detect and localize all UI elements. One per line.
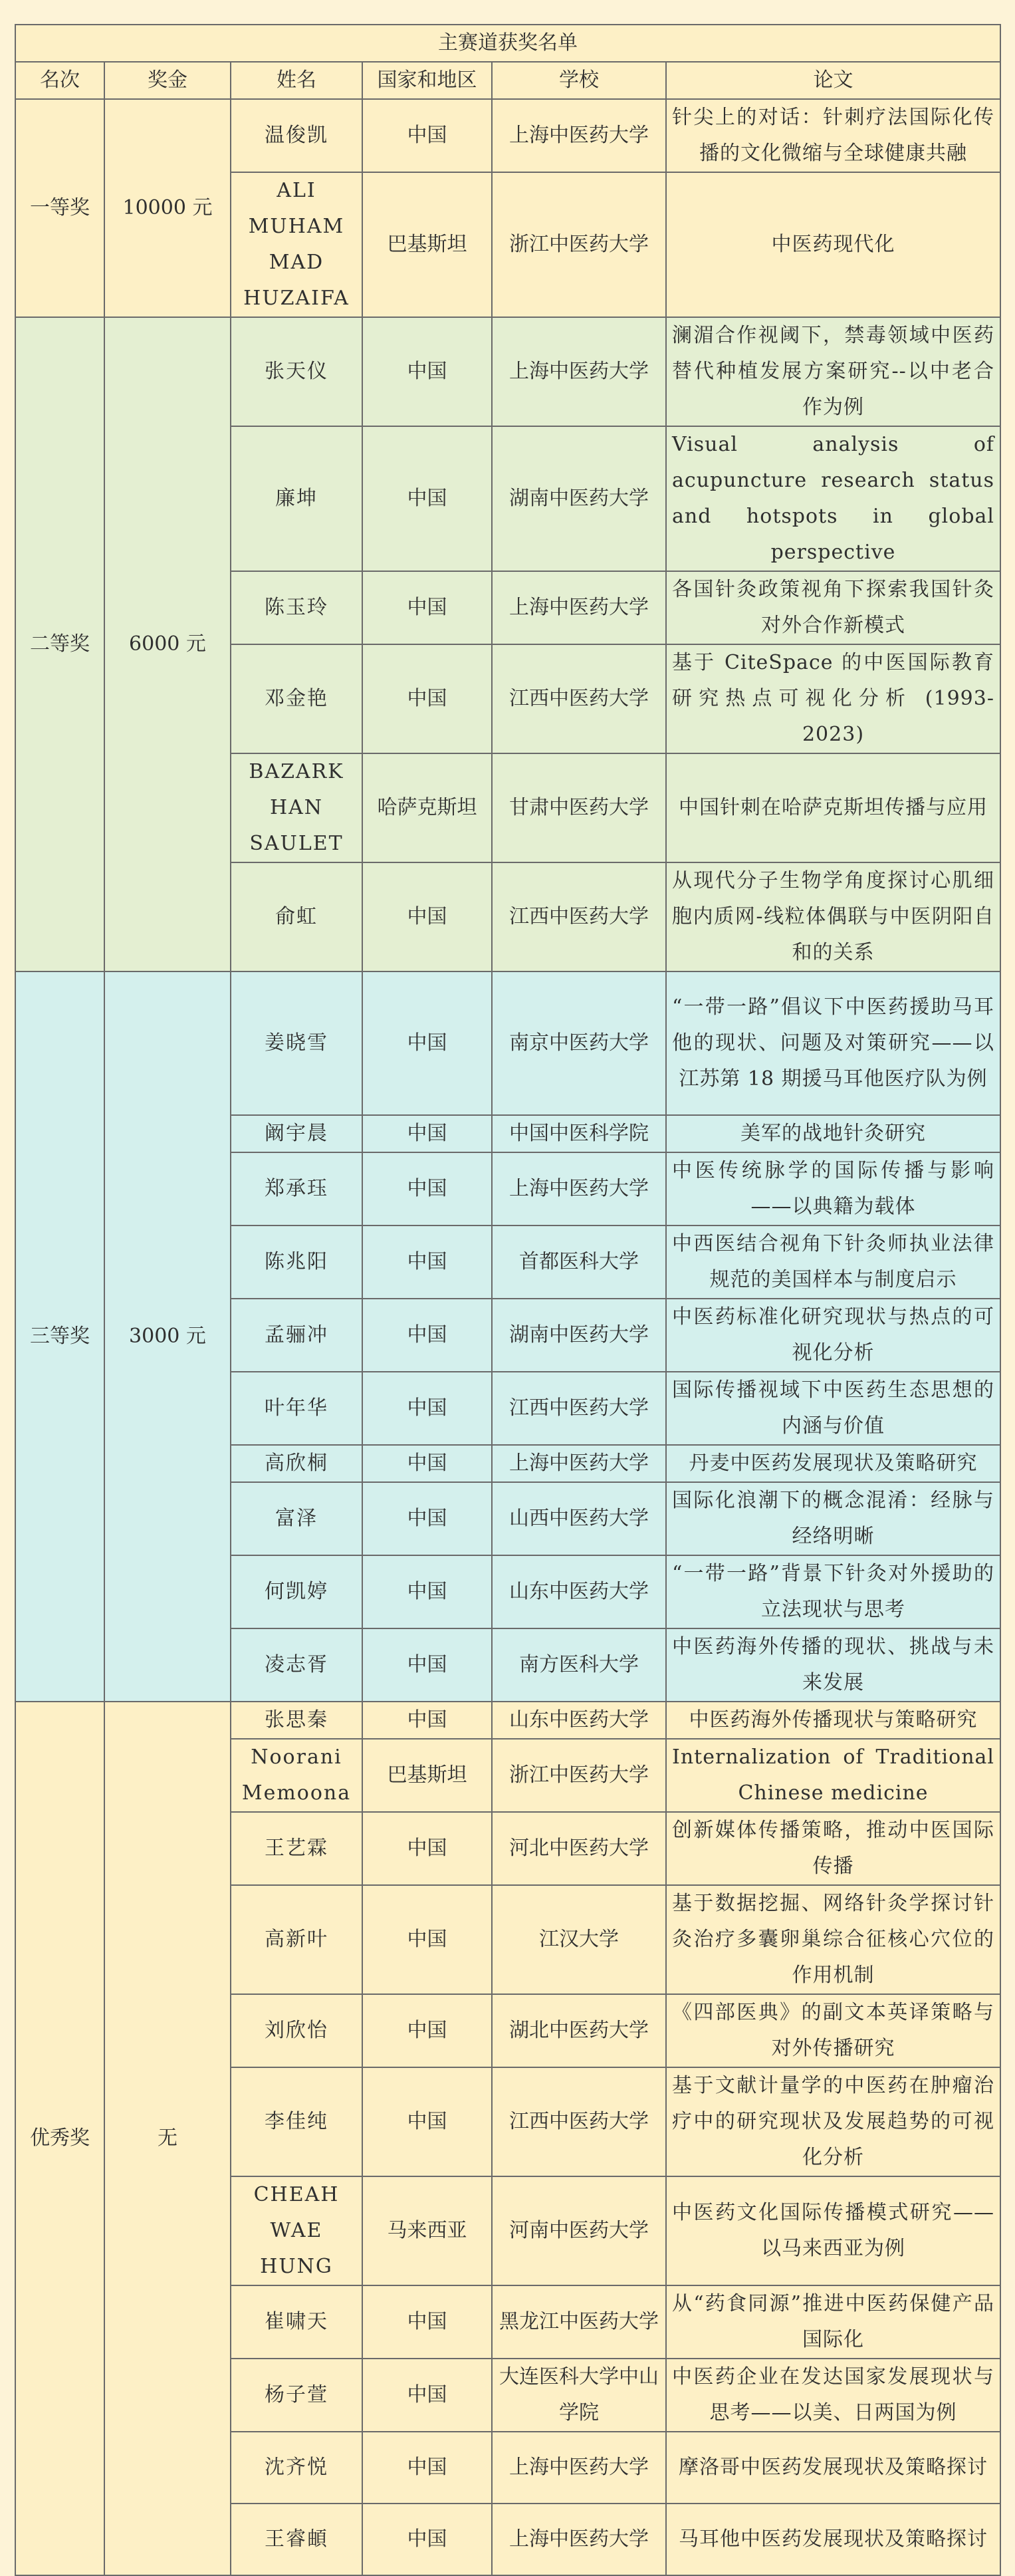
name-cell: 邓金艳 (231, 644, 362, 753)
school-cell: 南方医科大学 (492, 1628, 666, 1702)
paper-cell: 基于 CiteSpace 的中医国际教育研究热点可视化分析 (1993-2023) (666, 644, 1000, 753)
school-cell: 江西中医药大学 (492, 644, 666, 753)
award-table (15, 24, 1001, 2576)
school-cell: 中国中医科学院 (492, 1115, 666, 1152)
school-cell: 浙江中医药大学 (492, 172, 666, 317)
name-cell: 温俊凯 (231, 99, 362, 172)
rank-cell: 优秀奖 (15, 1702, 104, 2575)
name-cell: 崔啸天 (231, 2285, 362, 2359)
name-cell: 王艺霖 (231, 1812, 362, 1885)
name-cell: 陈兆阳 (231, 1225, 362, 1299)
paper-cell: 中医药现代化 (666, 172, 1000, 317)
country-cell: 中国 (362, 1555, 492, 1628)
name-cell: 俞虹 (231, 862, 362, 971)
rank-cell: 三等奖 (15, 971, 104, 1702)
paper-cell: 中医药文化国际传播模式研究——以马来西亚为例 (666, 2176, 1000, 2285)
school-cell: 上海中医药大学 (492, 571, 666, 644)
name-cell: CHEAH WAE HUNG (231, 2176, 362, 2285)
paper-cell: 基于数据挖掘、网络针灸学探讨针灸治疗多囊卵巢综合征核心穴位的作用机制 (666, 1885, 1000, 1994)
name-cell: 廉坤 (231, 426, 362, 571)
paper-cell: 中医药企业在发达国家发展现状与思考——以美、日两国为例 (666, 2359, 1000, 2432)
country-cell: 中国 (362, 2504, 492, 2575)
prize-cell: 3000 元 (104, 971, 231, 1702)
school-cell: 山东中医药大学 (492, 1702, 666, 1739)
paper-cell: Visual analysis of acupuncture research status and hotspots in global perspective (666, 426, 1000, 571)
country-cell: 中国 (362, 1994, 492, 2067)
table-row (15, 1702, 1000, 1739)
country-cell: 中国 (362, 1702, 492, 1739)
name-cell: BAZARK HAN SAULET (231, 753, 362, 862)
school-cell: 黑龙江中医药大学 (492, 2285, 666, 2359)
country-cell: 中国 (362, 1482, 492, 1555)
country-cell: 巴基斯坦 (362, 172, 492, 317)
name-cell: 高欣桐 (231, 1445, 362, 1482)
table-row (15, 971, 1000, 1115)
name-cell: 孟骊冲 (231, 1299, 362, 1372)
paper-cell: 从现代分子生物学角度探讨心肌细胞内质网-线粒体偶联与中医阴阳自和的关系 (666, 862, 1000, 971)
country-cell: 中国 (362, 1445, 492, 1482)
name-cell: 王睿頔 (231, 2504, 362, 2575)
header-row (15, 62, 1000, 99)
name-cell: 李佳纯 (231, 2067, 362, 2176)
name-cell: 杨子萱 (231, 2359, 362, 2432)
table-row (15, 99, 1000, 172)
school-cell: 江汉大学 (492, 1885, 666, 1994)
paper-cell: 各国针灸政策视角下探索我国针灸对外合作新模式 (666, 571, 1000, 644)
paper-cell: 丹麦中医药发展现状及策略研究 (666, 1445, 1000, 1482)
prize-cell: 10000 元 (104, 99, 231, 317)
name-cell: 刘欣怡 (231, 1994, 362, 2067)
country-cell: 中国 (362, 1885, 492, 1994)
name-cell: 凌志胥 (231, 1628, 362, 1702)
paper-cell: 《四部医典》的副文本英译策略与对外传播研究 (666, 1994, 1000, 2067)
school-cell: 山西中医药大学 (492, 1482, 666, 1555)
country-cell: 中国 (362, 2285, 492, 2359)
name-cell: 姜晓雪 (231, 971, 362, 1115)
header-rank: 名次 (15, 62, 104, 99)
school-cell: 上海中医药大学 (492, 1152, 666, 1225)
rank-cell: 二等奖 (15, 317, 104, 971)
prize-cell: 无 (104, 1702, 231, 2575)
school-cell: 湖南中医药大学 (492, 1299, 666, 1372)
country-cell: 中国 (362, 971, 492, 1115)
name-cell: 张天仪 (231, 317, 362, 426)
award-table-container (15, 24, 1000, 2551)
school-cell: 河北中医药大学 (492, 1812, 666, 1885)
school-cell: 江西中医药大学 (492, 862, 666, 971)
country-cell: 中国 (362, 426, 492, 571)
paper-cell: 中医药海外传播的现状、挑战与未来发展 (666, 1628, 1000, 1702)
paper-cell: 澜湄合作视阈下，禁毒领域中医药替代种植发展方案研究--以中老合作为例 (666, 317, 1000, 426)
country-cell: 中国 (362, 862, 492, 971)
paper-cell: Internalization of Traditional Chinese medicine (666, 1739, 1000, 1812)
country-cell: 哈萨克斯坦 (362, 753, 492, 862)
paper-cell: 国际传播视域下中医药生态思想的内涵与价值 (666, 1372, 1000, 1445)
paper-cell: 针尖上的对话：针刺疗法国际化传播的文化微缩与全球健康共融 (666, 99, 1000, 172)
paper-cell: 创新媒体传播策略，推动中医国际传播 (666, 1812, 1000, 1885)
country-cell: 中国 (362, 1372, 492, 1445)
school-cell: 南京中医药大学 (492, 971, 666, 1115)
header-paper: 论文 (666, 62, 1000, 99)
paper-cell: 美军的战地针灸研究 (666, 1115, 1000, 1152)
paper-cell: 中医药标准化研究现状与热点的可视化分析 (666, 1299, 1000, 1372)
country-cell: 中国 (362, 2432, 492, 2504)
school-cell: 甘肃中医药大学 (492, 753, 666, 862)
country-cell: 中国 (362, 2359, 492, 2432)
name-cell: 郑承珏 (231, 1152, 362, 1225)
paper-cell: 中西医结合视角下针灸师执业法律规范的美国样本与制度启示 (666, 1225, 1000, 1299)
school-cell: 江西中医药大学 (492, 2067, 666, 2176)
school-cell: 上海中医药大学 (492, 317, 666, 426)
name-cell: 何凯婷 (231, 1555, 362, 1628)
school-cell: 浙江中医药大学 (492, 1739, 666, 1812)
school-cell: 上海中医药大学 (492, 2504, 666, 2575)
name-cell: 富泽 (231, 1482, 362, 1555)
country-cell: 马来西亚 (362, 2176, 492, 2285)
paper-cell: 从“药食同源”推进中医药保健产品国际化 (666, 2285, 1000, 2359)
header-country: 国家和地区 (362, 62, 492, 99)
name-cell: 张思秦 (231, 1702, 362, 1739)
table-row (15, 317, 1000, 426)
country-cell: 中国 (362, 1628, 492, 1702)
country-cell: 中国 (362, 1225, 492, 1299)
country-cell: 中国 (362, 1115, 492, 1152)
school-cell: 湖南中医药大学 (492, 426, 666, 571)
school-cell: 上海中医药大学 (492, 2432, 666, 2504)
country-cell: 中国 (362, 644, 492, 753)
paper-cell: “一带一路”背景下针灸对外援助的立法现状与思考 (666, 1555, 1000, 1628)
prize-cell: 6000 元 (104, 317, 231, 971)
country-cell: 中国 (362, 317, 492, 426)
country-cell: 中国 (362, 99, 492, 172)
name-cell: 阚宇晨 (231, 1115, 362, 1152)
school-cell: 上海中医药大学 (492, 1445, 666, 1482)
school-cell: 大连医科大学中山学院 (492, 2359, 666, 2432)
country-cell: 中国 (362, 571, 492, 644)
school-cell: 首都医科大学 (492, 1225, 666, 1299)
country-cell: 中国 (362, 1812, 492, 1885)
name-cell: 叶年华 (231, 1372, 362, 1445)
name-cell: 沈齐悦 (231, 2432, 362, 2504)
paper-cell: 中国针刺在哈萨克斯坦传播与应用 (666, 753, 1000, 862)
header-name: 姓名 (231, 62, 362, 99)
school-cell: 山东中医药大学 (492, 1555, 666, 1628)
country-cell: 中国 (362, 1152, 492, 1225)
school-cell: 河南中医药大学 (492, 2176, 666, 2285)
table-title: 主赛道获奖名单 (15, 25, 1000, 62)
country-cell: 巴基斯坦 (362, 1739, 492, 1812)
paper-cell: 基于文献计量学的中医药在肿瘤治疗中的研究现状及发展趋势的可视化分析 (666, 2067, 1000, 2176)
country-cell: 中国 (362, 2067, 492, 2176)
paper-cell: “一带一路”倡议下中医药援助马耳他的现状、问题及对策研究——以江苏第 18 期援马耳他医疗队为例 (666, 971, 1000, 1115)
paper-cell: 国际化浪潮下的概念混淆：经脉与经络明晰 (666, 1482, 1000, 1555)
country-cell: 中国 (362, 1299, 492, 1372)
paper-cell: 中医药海外传播现状与策略研究 (666, 1702, 1000, 1739)
name-cell: Noorani Memoona (231, 1739, 362, 1812)
paper-cell: 摩洛哥中医药发展现状及策略探讨 (666, 2432, 1000, 2504)
name-cell: 陈玉玲 (231, 571, 362, 644)
header-school: 学校 (492, 62, 666, 99)
paper-cell: 马耳他中医药发展现状及策略探讨 (666, 2504, 1000, 2575)
school-cell: 江西中医药大学 (492, 1372, 666, 1445)
rank-cell: 一等奖 (15, 99, 104, 317)
name-cell: 高新叶 (231, 1885, 362, 1994)
paper-cell: 中医传统脉学的国际传播与影响——以典籍为载体 (666, 1152, 1000, 1225)
school-cell: 上海中医药大学 (492, 99, 666, 172)
header-prize: 奖金 (104, 62, 231, 99)
title-row (15, 25, 1000, 62)
school-cell: 湖北中医药大学 (492, 1994, 666, 2067)
name-cell: ALI MUHAM MAD HUZAIFA (231, 172, 362, 317)
